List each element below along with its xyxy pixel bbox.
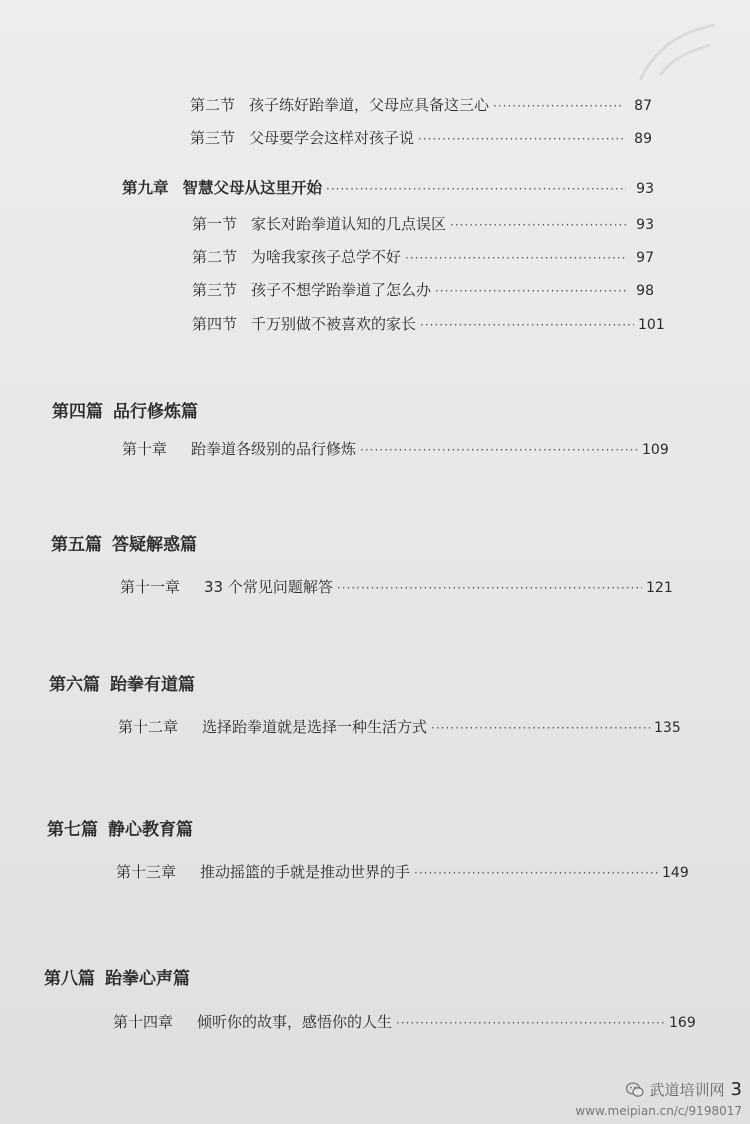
section-label: 第二节 [190,96,236,114]
page-number: 89 [634,131,652,147]
toc-entry[interactable] [192,279,654,300]
part-label: 第七篇 [47,820,98,840]
section-title: 父母要学会这样对孩子说 [249,129,415,147]
section-title: 孩子不想学跆拳道了怎么办 [251,281,432,299]
chapter-title: 推动摇篮的手就是推动世界的手 [200,863,411,881]
page-number: 121 [646,580,673,596]
part-heading [47,815,193,840]
toc-entry[interactable] [192,213,654,234]
page-number: 93 [636,181,654,197]
chapter-title: 倾听你的故事，感悟你的人生 [197,1013,393,1031]
part-label: 第五篇 [51,535,102,555]
chapter-label: 第十一章 [120,578,181,596]
toc-entry[interactable] [192,313,665,334]
toc-chapter-entry[interactable] [120,576,673,597]
decorative-flourish-icon [630,20,720,90]
leader-dots [450,218,626,232]
page-number: 149 [662,865,689,881]
part-title: 静心教育篇 [108,820,193,840]
leader-dots [493,99,624,113]
watermark-text: 武道培训网 [649,1081,725,1099]
page-number-footer: 3 [730,1079,742,1100]
leader-dots [360,443,638,457]
toc-entry[interactable] [190,94,652,115]
chapter-label: 第十章 [122,440,168,458]
watermark-url: www.meipian.cn/c/9198017 [575,1104,742,1118]
wechat-icon [626,1082,644,1098]
footer-watermark [575,1079,742,1118]
leader-dots [326,182,626,196]
chapter-label: 第十三章 [116,863,177,881]
page-number: 109 [642,442,669,458]
section-title: 为啥我家孩子总学不好 [251,248,402,266]
page-number: 97 [636,250,654,266]
toc-chapter-entry[interactable] [122,438,669,459]
leader-dots [435,284,626,298]
chapter-title: 跆拳道各级别的品行修炼 [191,440,357,458]
part-label: 第八篇 [44,969,95,989]
chapter-title: 33 个常见问题解答 [204,578,333,596]
part-heading [52,397,198,422]
toc-chapter-entry[interactable] [113,1011,696,1032]
page-number: 135 [654,720,681,736]
section-title: 家长对跆拳道认知的几点误区 [251,215,447,233]
section-title: 千万别做不被喜欢的家长 [251,315,417,333]
part-title: 品行修炼篇 [113,402,198,422]
leader-dots [337,581,642,595]
leader-dots [396,1016,665,1030]
leader-dots [414,866,658,880]
toc-entry[interactable] [192,246,654,267]
page-number: 98 [636,283,654,299]
chapter-title: 智慧父母从这里开始 [182,179,323,197]
part-title: 跆拳心声篇 [105,969,190,989]
section-label: 第二节 [192,248,238,266]
toc-entry[interactable] [190,127,652,148]
section-label: 第四节 [192,315,238,333]
leader-dots [420,318,634,332]
page-number: 101 [638,317,665,333]
chapter-label: 第十四章 [113,1013,174,1031]
toc-chapter-entry[interactable] [116,861,689,882]
part-heading [49,670,195,695]
part-title: 跆拳有道篇 [110,675,195,695]
leader-dots [405,251,626,265]
page-number: 93 [636,217,654,233]
chapter-label: 第九章 [122,179,169,197]
toc-chapter-entry[interactable] [118,716,681,737]
leader-dots [418,132,624,146]
chapter-label: 第十二章 [118,718,179,736]
leader-dots [431,721,650,735]
section-label: 第一节 [192,215,238,233]
page-number: 169 [669,1015,696,1031]
section-label: 第三节 [190,129,236,147]
part-label: 第四篇 [52,402,103,422]
toc-chapter-entry[interactable] [122,176,654,198]
part-heading [44,964,190,989]
part-label: 第六篇 [49,675,100,695]
chapter-title: 选择跆拳道就是选择一种生活方式 [202,718,428,736]
part-title: 答疑解惑篇 [112,535,197,555]
part-heading [51,530,197,555]
section-title: 孩子练好跆拳道，父母应具备这三心 [249,96,490,114]
page-number: 87 [634,98,652,114]
section-label: 第三节 [192,281,238,299]
